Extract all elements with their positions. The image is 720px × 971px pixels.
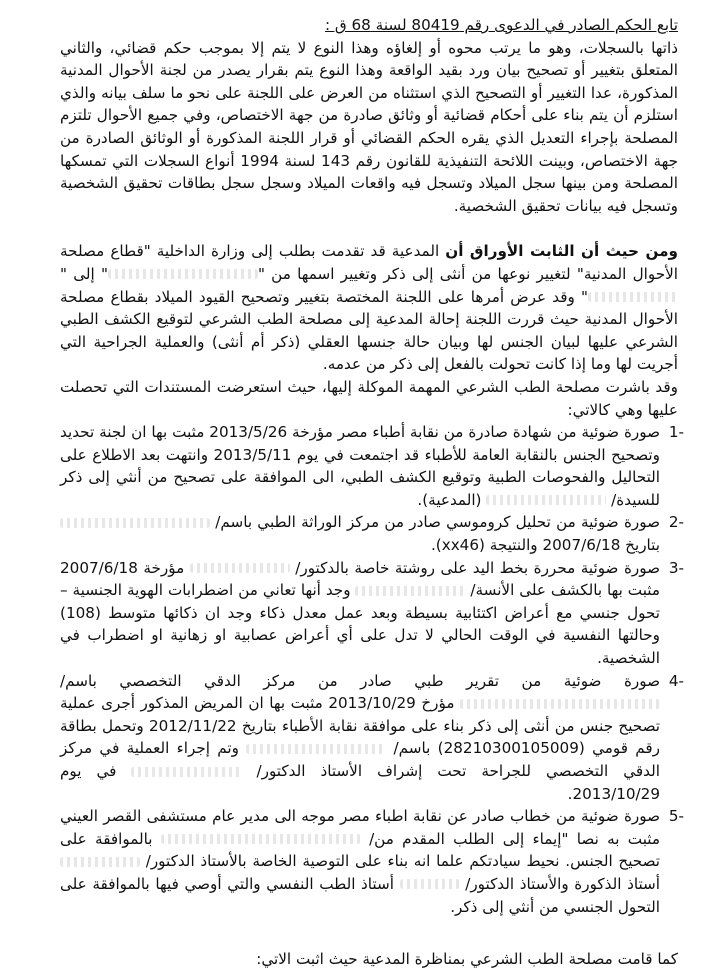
paragraph-text: " وقد عرض أمرها على اللجنة المختصة بتغيير وتصحيح القيود الميلاد بقطاع مصلحة الأحوال المدنية حيث قررت اللجنة إحالة المدعية إلى مصلحة الطب الشرعي لتوقيع الكشف الطبي الشرعي عليها لبيان الجنس لها وبيان حالة جنسها العقلي (ذكر أم أنثى) والعملية الجراحية التي أجريت لها وما إذا كانت تحولت بالفعل إلى ذكر من عدمه. bbox=[60, 287, 678, 374]
redacted-name bbox=[161, 834, 361, 844]
item-text: صورة ضوئية من شهادة صادرة من نقابة أطباء مصر مؤرخة 2013/5/26 مثبت بها ان لجنة تحديد وتصحيح الجنس بالنقابة العامة للأطباء قد اجتمعت في يوم 2013/5/11 وانتهت بعد الاطلاع على التحاليل والفحوصات الطبية وتوقيع الكشف الطبي، الى الموافقة على تصحيح من أنثي إلى ذكر للسيدة/ bbox=[60, 423, 660, 509]
paragraph-request bbox=[60, 240, 678, 376]
documents-list bbox=[60, 421, 684, 918]
case-header: تابع الحكم الصادر في الدعوى رقم 80419 لسنة 68 ق : bbox=[324, 16, 678, 34]
item-text: مؤرخ 2013/10/29 مثبت بها ان المريض المذكور أجرى عملية تصحيح جنس من أنثى إلى ذكر بناء على موافقة نقابة الأطباء بتاريخ 2012/11/22 وتحمل بطاقة رقم قومي (28210300105009) باسم/ bbox=[60, 694, 660, 758]
item-number: -3 bbox=[668, 558, 684, 577]
item-text: صورة ضوئية من خطاب صادر عن نقابة اطباء مصر موجه الى مدير عام مستشفى القصر العيني مثبت به نصا "إيماء إلى الطلب المقدم من/ bbox=[60, 807, 660, 848]
item-text: وجد أنها تعاني من اضطرابات الهوية الجنسية – تحول جنسي مع أعراض اكتئابية بسيطة وبعد عمل معدل ذكاء وجد ان ذكائها متوسط (108) وحالتها النفسية في الوقت الحالي لا تدل على أي أعراض عصابية او زهانية او اضطراب في الشخصية. bbox=[60, 581, 660, 668]
redacted-name bbox=[400, 879, 460, 889]
redacted-name bbox=[60, 518, 210, 528]
item-text: (المدعية). bbox=[417, 490, 487, 509]
paragraph-text: " إلى " bbox=[60, 264, 108, 283]
closing-line: كما قامت مصلحة الطب الشرعي بمناظرة المدعية حيث اثبت الاتي: bbox=[256, 950, 678, 969]
list-item bbox=[60, 511, 684, 556]
item-text: بتاريخ 2007/6/18 والنتيجة (xx46). bbox=[430, 536, 660, 555]
item-text: مؤرخة 2007/6/18 مثبت بها بالكشف على الأنسة/ bbox=[60, 558, 660, 600]
paragraph-registry-types: ذاتها بالسجلات، وهو ما يرتب محوه أو إلغاؤه وهذا النوع لا يتم إلا بموجب حكم قضائي، والثاني المتعلق بتغيير أو تصحيح بيان ورد بقيد الواقعة وهذا النوع يتم بقرار يصدر من لجنة الأحوال المدنية المذكورة، عدا التغيير أو التصحيح الذي استثناه من العرض على اللجنة على نحو ما سلف بيانه والذي استلزم أن يتم بناء على أحكام قضائية أو وثائق صادرة من جهة الاختصاص، وفي جميع الأحوال تلتزم المصلحة بإجراء التعديل الذي يقره الحكم القضائي أو قرار اللجنة المذكورة أو الوثائق الصادرة من جهة الاختصاص، وبينت اللائحة التنفيذية للقانون رقم 143 لسنة 1994 أنواع السجلات التي تمسكها المصلحة ومن بينها سجل الميلاد وتسجل فيه واقعات الميلاد وسجل سجل بطاقات تحقيق الشخصية وتسجل فيه بيانات تحقيق الشخصية. bbox=[60, 38, 678, 215]
item-number: -2 bbox=[668, 513, 684, 532]
redacted-name bbox=[246, 744, 386, 754]
spacer bbox=[60, 217, 678, 240]
judgment-page bbox=[60, 14, 684, 971]
item-text: في يوم 2013/10/29. bbox=[60, 762, 660, 803]
redacted-old-name bbox=[108, 269, 258, 279]
redacted-name bbox=[355, 586, 465, 596]
item-text: بالموافقة على تصحيح الجنس. نحيط سيادتكم علما انه بناء على التوصية الخاصة بالأستاذ الدكتور/ bbox=[60, 829, 660, 871]
redacted-name bbox=[460, 699, 660, 709]
redacted-new-name bbox=[588, 292, 678, 302]
paragraph-text: المدعية قد تقدمت بطلب إلى وزارة الداخلية "قطاع مصلحة الأحوال المدنية" لتغيير نوعها من أنثى إلى ذكر وتغيير اسمها من " bbox=[60, 242, 678, 283]
item-text: صورة ضوئية محررة بخط اليد على روشتة خاصة بالدكتور/ bbox=[289, 558, 660, 577]
paragraph-documents-intro: وقد باشرت مصلحة الطب الشرعي المهمة الموكلة إليها، حيث استعرضت المستندات التي تحصلت عليها وهي كالاتي: bbox=[60, 377, 678, 419]
list-item bbox=[60, 670, 684, 806]
redacted-name bbox=[486, 495, 606, 505]
paragraph-lead: ومن حيث أن الثابت الأوراق أن bbox=[445, 242, 678, 261]
list-item bbox=[60, 557, 684, 670]
item-number: -4 bbox=[668, 671, 684, 690]
redacted-name bbox=[60, 857, 140, 867]
redacted-name bbox=[131, 767, 241, 777]
item-text: أستاذ الذكورة والأستاذ الدكتور/ bbox=[459, 874, 660, 893]
item-text: أستاذ الطب النفسي والتي أوصي فيها بالموافقة على التحول الجنسي من أنثي إلى ذكر. bbox=[60, 874, 660, 916]
item-text: صورة ضوئية من تقرير طبي صادر من مركز الدقي التخصصي باسم/ bbox=[60, 671, 660, 690]
item-number: -5 bbox=[668, 807, 684, 826]
item-text: صورة ضوئية من تحليل كروموسي صادر من مركز الوراثة الطبي باسم/ bbox=[210, 513, 660, 532]
list-item bbox=[60, 421, 684, 511]
list-item bbox=[60, 805, 684, 918]
redacted-name bbox=[190, 563, 290, 573]
item-number: -1 bbox=[668, 423, 684, 442]
item-text: وتم إجراء العملية في مركز الدقي التخصصي للجراحة تحت إشراف الأستاذ الدكتور/ bbox=[60, 739, 660, 780]
